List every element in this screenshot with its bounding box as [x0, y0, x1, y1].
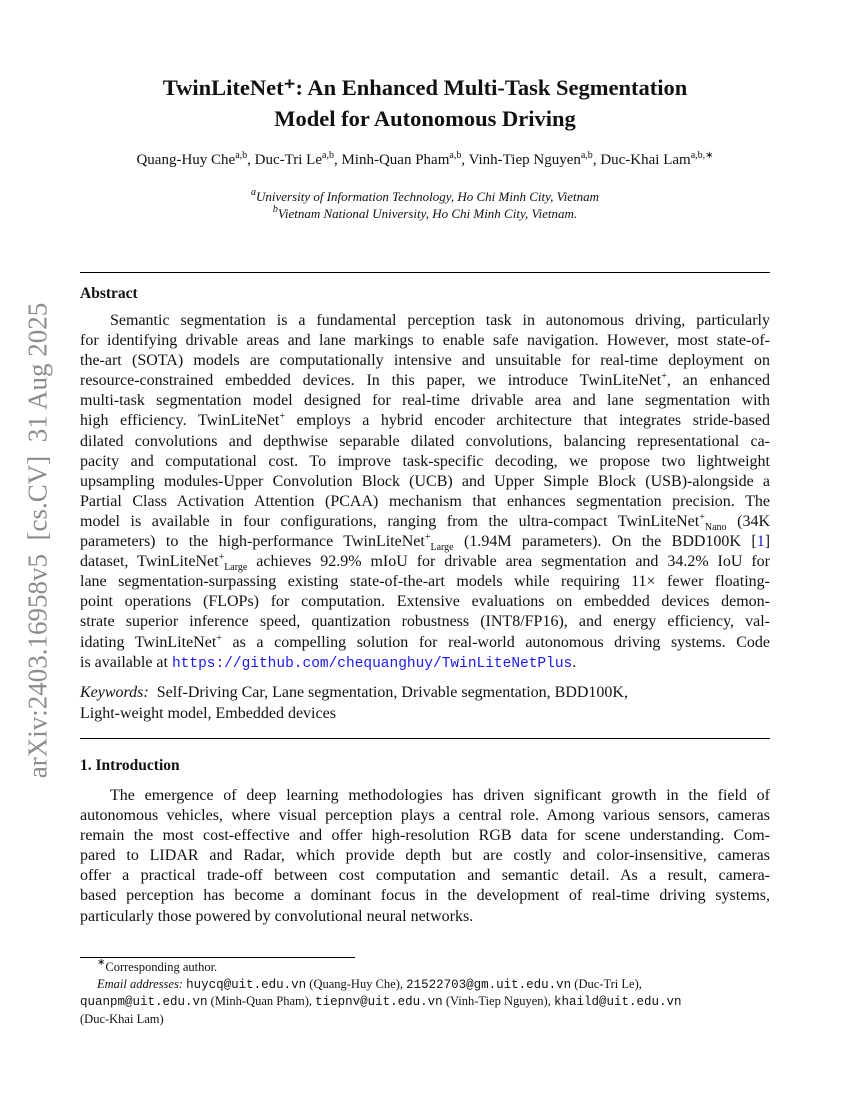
text-line [80, 572, 770, 592]
separator: , [592, 152, 601, 168]
author-affiliation: a,b [580, 150, 593, 161]
affiliation [40, 205, 810, 222]
text-run: offer a practical trade-off between cost computation and semantic detail. As a result, camera- [80, 867, 770, 885]
email-line [80, 993, 780, 1011]
text-run: pacity and computational cost. To improve task-specific decoding, we propose two lightweight [80, 452, 770, 470]
author-name: Duc-Tri Le [254, 152, 322, 168]
author-affiliation: a,b [235, 150, 248, 161]
text-line [80, 371, 770, 391]
text-line [80, 592, 770, 612]
text-line [80, 612, 770, 632]
author [469, 152, 601, 168]
text-run: Large [224, 562, 248, 574]
text-run: is available at [80, 653, 172, 671]
text-run: as a compelling solution for real-world autonomous driving systems. Code [221, 633, 770, 651]
text-run: . [572, 653, 577, 671]
corresponding-footnote [80, 959, 780, 976]
text-run: The emergence of deep learning methodologies has driven significant growth in the field of [110, 787, 770, 804]
text-line [80, 512, 770, 532]
text-run: high efficiency. TwinLiteNet [80, 412, 280, 430]
author [600, 152, 713, 168]
text-line [80, 331, 770, 351]
affiliation [40, 188, 810, 205]
introduction-body [80, 786, 770, 927]
text-run: dilated convolutions and depthwise separable dilated convolutions, balancing representational ca- [80, 432, 770, 450]
text-run: (Quang-Huy Che), [306, 976, 407, 991]
text-run: employs a hybrid encoder architecture that integrates stride-based [285, 412, 770, 430]
text-line [80, 452, 770, 472]
affiliations [40, 188, 810, 222]
separator: , [333, 152, 342, 168]
author-name: Vinh-Tiep Nguyen [468, 152, 581, 168]
text-run: (Duc-Khai Lam) [80, 1011, 164, 1026]
text-run: point operations (FLOPs) for computation. Extensive evaluations on embedded devices demon- [80, 593, 770, 611]
text-run: multi-task segmentation model designed for real-time drivable area and lane segmentation with [80, 392, 770, 410]
section-heading-introduction: 1. Introduction [80, 757, 180, 774]
text-run: upsampling modules-Upper Convolution Block (UCB) and Upper Simple Block (USB)-alongside a [80, 472, 770, 490]
text-line [80, 826, 770, 846]
email-line [80, 1011, 780, 1028]
author-name: Quang-Huy Che [136, 152, 236, 168]
paper-title [60, 72, 790, 134]
text-line [80, 432, 770, 452]
code-link[interactable]: https://github.com/chequanghuy/TwinLiteNetPlus [171, 655, 573, 672]
text-run: + [218, 552, 225, 564]
text-run: Large [430, 542, 454, 554]
email-line [186, 977, 642, 991]
text-run: (Duc-Tri Le), [571, 976, 642, 991]
text-line [80, 532, 770, 552]
text-run: for identifying drivable areas and lane markings to enable safe navigation. However, most state-of- [80, 332, 770, 350]
email-address[interactable]: khaild@uit.edu.vn [553, 995, 682, 1009]
abstract-body [80, 311, 770, 673]
text-line [80, 786, 770, 806]
email-address[interactable]: huycq@uit.edu.vn [186, 977, 307, 992]
text-run: strate superior inference speed, quantization robustness (INT8/FP16), and energy efficiency, val- [80, 613, 770, 631]
keywords-line-2: Light-weight model, Embedded devices [80, 705, 336, 722]
abstract-heading: Abstract [80, 285, 138, 302]
text-run: autonomous vehicles, where visual perception plays a central role. Among various sensors, cameras [80, 807, 770, 825]
keywords [80, 682, 770, 724]
author-name: Minh-Quan Pham [341, 152, 450, 168]
text-line [80, 552, 770, 572]
footnote-divider [80, 957, 355, 958]
author-affiliation: a,b [449, 150, 462, 161]
text-run: parameters) to the high-performance TwinLiteNet [80, 533, 425, 551]
arxiv-identifier-stamp: arXiv:2403.16958v5 [cs.CV] 31 Aug 2025 [22, 302, 53, 779]
affiliation-text: Vietnam National University, Ho Chi Minh City, Vietnam. [277, 206, 578, 221]
author [136, 152, 254, 168]
affiliation-text: University of Information Technology, Ho Chi Minh City, Vietnam [255, 189, 600, 204]
affiliation-mark: a [250, 187, 256, 198]
text-run: + [699, 511, 705, 523]
separator: , [247, 152, 255, 168]
text-run: (34K [726, 512, 770, 530]
author-affiliation: a,b [322, 150, 334, 161]
footnotes [80, 959, 780, 1027]
author-name: Duc-Khai Lam [600, 152, 691, 168]
text-run: based perception has become a dominant focus in the development of real-time driving systems, [80, 887, 770, 905]
text-run: pared to LIDAR and Radar, which provide depth but are costly and color-insensitive, cameras [80, 847, 770, 865]
footnote-text: Corresponding author. [105, 960, 218, 974]
title-line-2: Model for Autonomous Driving [274, 106, 576, 131]
email-footnote [80, 976, 780, 994]
text-run: + [661, 371, 667, 383]
email-address[interactable]: quanpm@uit.edu.vn [80, 995, 208, 1009]
text-run: dataset, TwinLiteNet [80, 553, 219, 571]
email-label: Email addresses: [97, 976, 183, 991]
text-run: model is available in four configurations, ranging from the ultra-compact TwinLiteNet [80, 512, 700, 530]
text-line [80, 846, 770, 866]
text-run: resource-constrained embedded devices. In this paper, we introduce TwinLiteNet [80, 372, 662, 390]
text-line [80, 492, 770, 512]
author [255, 152, 342, 168]
text-run: particularly those powered by convolutional neural networks. [80, 907, 474, 925]
text-run: + [424, 532, 431, 544]
title-line-1: TwinLiteNet⁺: An Enhanced Multi-Task Segmentation [162, 75, 688, 100]
text-line [80, 351, 770, 371]
author-list [40, 152, 810, 169]
text-line [80, 411, 770, 431]
divider [80, 272, 770, 273]
text-run: Semantic segmentation is a fundamental perception task in autonomous driving, particularly [110, 312, 770, 329]
divider [80, 738, 770, 739]
text-line [80, 311, 770, 331]
text-run: (1.94M parameters). On the BDD100K [ [453, 533, 757, 551]
text-line [80, 653, 770, 673]
text-line [80, 806, 770, 826]
text-line [80, 472, 770, 492]
text-run: + [216, 632, 222, 644]
text-run: (Minh-Quan Pham), [207, 994, 316, 1008]
text-run: achieves 92.9% mIoU for drivable area segmentation and 34.2% IoU for [247, 553, 770, 571]
text-run: (Vinh-Tiep Nguyen), [442, 994, 554, 1008]
author-affiliation: a,b,∗ [690, 150, 714, 161]
affiliation-mark: b [272, 204, 278, 215]
text-run: lane segmentation-surpassing existing state-of-the-art models while requiring 11× fewer floating- [80, 573, 770, 591]
text-line [80, 391, 770, 411]
email-address[interactable]: tiepnv@uit.edu.vn [315, 995, 443, 1009]
text-run: the-art (SOTA) models are computationally intensive and unsuitable for real-time deployment on [80, 352, 770, 370]
text-line [80, 866, 770, 886]
text-run: Partial Class Activation Attention (PCAA) mechanism that enhances segmentation precision. The [80, 492, 770, 510]
text-run: Nano [704, 521, 727, 533]
text-run: idating TwinLiteNet [80, 633, 217, 651]
text-run: ] [764, 533, 771, 551]
text-run: , an enhanced [666, 372, 770, 390]
text-run: remain the most cost-effective and offer high-resolution RGB data for scene understanding. Com- [80, 827, 770, 845]
footnote-mark: ∗ [97, 957, 106, 968]
text-line [80, 886, 770, 906]
text-run: + [279, 411, 286, 423]
citation-link[interactable]: 1 [756, 533, 765, 551]
separator: , [461, 152, 469, 168]
text-line [80, 907, 770, 927]
email-address[interactable]: 21522703@gm.uit.edu.vn [406, 977, 572, 992]
text-line [80, 633, 770, 653]
keywords-line-1: Self-Driving Car, Lane segmentation, Drivable segmentation, BDD100K, [156, 684, 628, 701]
author [341, 152, 468, 168]
keywords-label: Keywords: [80, 684, 149, 701]
